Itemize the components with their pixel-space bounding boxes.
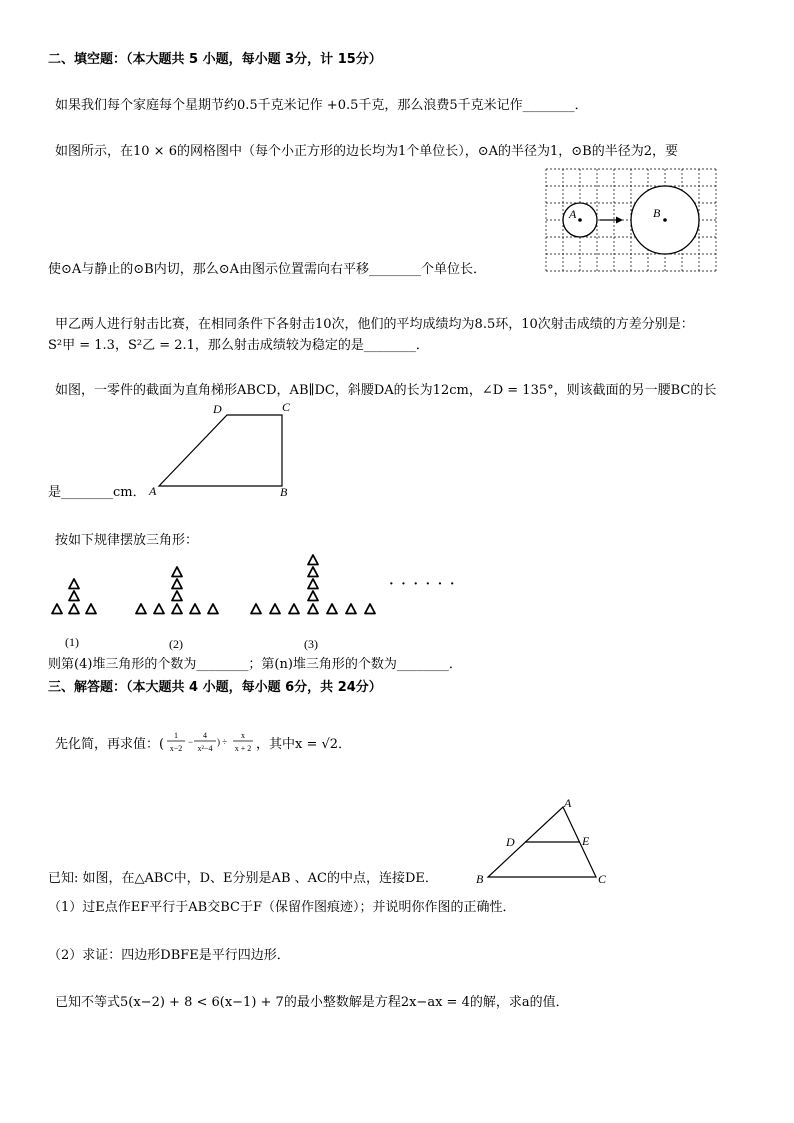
fill-question-5-question: 则第(4)堆三角形的个数为________；第(n)堆三角形的个数为________． (48, 657, 462, 672)
grid-circles-figure (545, 168, 717, 274)
fill-question-5-intro: 按如下规律摆放三角形： (55, 533, 199, 548)
frac1-denominator: x−2 (169, 744, 183, 753)
pile-2-label: (2) (169, 637, 183, 651)
solve-question-1-suffix: ，其中x = √2． (256, 737, 352, 752)
solve-question-2-part-1: （1）过E点作EF平行于AB交BC于F（保留作图痕迹）；并说明你作图的正确性． (48, 900, 516, 915)
solve-question-1-prefix: 先化简，再求值：( (55, 737, 165, 752)
pile-1-label: (1) (65, 635, 79, 649)
section-2-heading: 二、填空题：（本大题共 5 小题，每小题 3分，计 15分） (48, 52, 382, 67)
vertex-a-label: A (149, 484, 157, 498)
vertex-b-label: B (476, 872, 484, 886)
simplify-expression (164, 727, 254, 761)
fill-question-2-line-1: 如图所示，在10 × 6的网格图中（每个小正方形的边长均为1个单位长），⊙A的半径为1，⊙B的半径为2，要 (55, 144, 679, 159)
triangle-abc-figure (470, 795, 615, 887)
trapezoid-figure (145, 398, 305, 502)
circle-b-label: B (653, 206, 661, 220)
solve-question-3: 已知不等式5(x−2) + 8 < 6(x−1) + 7的最小整数解是方程2x−ax = 4的解，求a的值． (55, 995, 569, 1010)
fill-question-3-line-2: S²甲 = 1.3，S²乙 = 2.1，那么射击成绩较为稳定的是________． (48, 338, 429, 353)
continuation-dots: · · · · · · (389, 577, 457, 592)
circle-b-center (663, 218, 667, 222)
solve-question-2-statement: 已知: 如图，在△ABC中，D、E分别是AB 、AC的中点，连接DE． (48, 871, 438, 886)
point-d-label: D (506, 835, 515, 849)
minus-sign: − (188, 737, 194, 747)
point-e-label: E (582, 834, 590, 848)
circle-a-center (578, 218, 582, 222)
triangle-pile-2 (136, 567, 218, 614)
triangle-pile-1 (52, 579, 96, 614)
pile-3-label: (3) (304, 637, 318, 651)
vertex-c-label: C (598, 872, 607, 886)
vertex-b-label: B (280, 485, 288, 499)
fill-question-3-line-1: 甲乙两人进行射击比赛，在相同条件下各射击10次，他们的平均成绩均为8.5环，10次射击成绩的方差分别是： (55, 317, 694, 332)
frac2-denominator: x²−4 (197, 744, 213, 753)
fill-question-4-line-1: 如图，一零件的截面为直角梯形ABCD，AB∥DC，斜腰DA的长为12cm，∠D = 135°，则该截面的另一腰BC的长 (55, 383, 717, 398)
frac2-numerator: 4 (203, 731, 207, 740)
frac3-denominator: x + 2 (234, 744, 252, 753)
trapezoid-abcd (159, 415, 282, 486)
solve-question-2-part-2: （2）求证：四边形DBFE是平行四边形． (48, 948, 290, 963)
frac1-numerator: 1 (174, 731, 178, 740)
triangle-pattern-figure (45, 550, 465, 655)
fill-question-1: 如果我们每个家庭每个星期节约0.5千克米记作 +0.5千克，那么浪费5千克米记作________． (55, 98, 588, 113)
translate-arrow-head (616, 217, 623, 224)
circle-a-label: A (569, 207, 577, 221)
divide-sign: ) ÷ (217, 737, 228, 747)
fill-question-4-line-2: 是________cm． (48, 485, 146, 500)
section-3-heading: 三、解答题：（本大题共 4 小题，每小题 6分，共 24分） (48, 680, 382, 695)
vertex-c-label: C (282, 400, 291, 414)
frac3-numerator: x (241, 731, 245, 740)
triangle-pile-3 (251, 555, 375, 614)
fill-question-2-line-2: 使⊙A与静止的⊙B内切，那么⊙A由图示位置需向右平移________个单位长． (48, 262, 487, 277)
vertex-a-label: A (564, 796, 572, 810)
vertex-d-label: D (213, 402, 222, 416)
